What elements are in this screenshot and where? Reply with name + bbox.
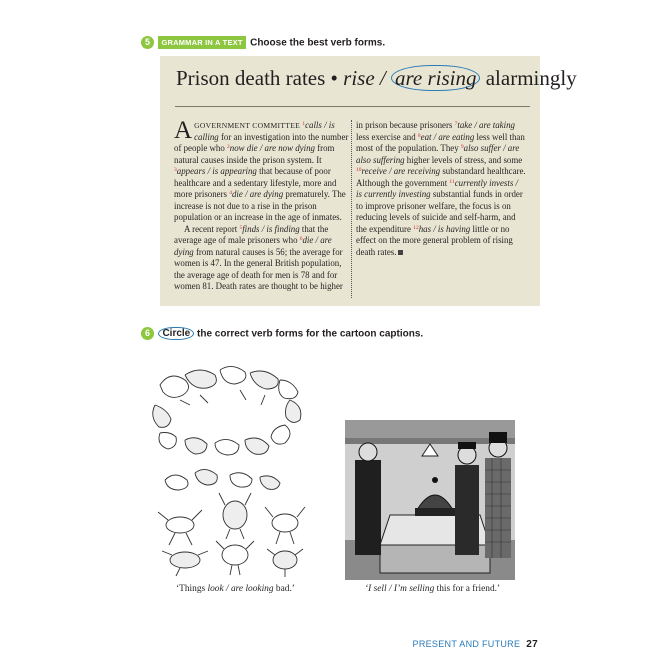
article-word: for <box>326 269 338 280</box>
article-word: the <box>233 258 247 268</box>
instruction-rest: the correct verb forms for the cartoon captions. <box>194 328 424 340</box>
article-word: and <box>449 212 465 222</box>
gap-number: 8 <box>417 132 421 139</box>
gap-option[interactable]: finds / is finding <box>242 223 300 234</box>
gap-option[interactable]: now die / are now dying <box>229 143 315 153</box>
cartoon-caption-2 <box>365 584 500 594</box>
gap-number: 12 <box>413 224 419 231</box>
article-column-left <box>174 117 349 293</box>
article-word: than <box>509 131 525 142</box>
cartoon-caption-1 <box>176 584 295 594</box>
article-word: less <box>476 131 493 142</box>
article-word: exercise <box>371 131 403 142</box>
page-number: 27 <box>526 639 538 650</box>
article-word: most <box>356 143 376 153</box>
gap-number: 3 <box>174 167 177 173</box>
article-word: levels <box>431 154 455 165</box>
article-word: women <box>174 281 203 291</box>
article-word: is <box>267 246 276 257</box>
article-word: little <box>472 223 491 234</box>
article-word: is <box>292 269 301 280</box>
article-headline <box>176 66 577 91</box>
article-text: prematurely. The increase is not due to a rise in the prison population or an increase in the age of inmates. <box>174 189 346 222</box>
headline-end: alarmingly <box>480 66 577 90</box>
article-word: on <box>378 235 390 245</box>
article-word: prisoner <box>396 200 429 211</box>
article-word: for <box>262 269 276 280</box>
article-text: from natural causes inside the prison system. It <box>174 143 335 165</box>
gap-number: 5 <box>239 224 243 231</box>
article-word: from <box>195 246 216 257</box>
caption-option[interactable]: look / are looking <box>207 584 274 594</box>
article-word: Death <box>215 281 240 291</box>
article-word: is <box>202 258 211 268</box>
gap-option[interactable]: receive / are receiving <box>361 166 441 176</box>
article-word: death <box>356 246 378 257</box>
article-word: of <box>412 212 422 222</box>
gap-option[interactable]: appears / is appearing <box>176 166 257 176</box>
exercise-tag: GRAMMAR IN A TEXT <box>158 36 245 49</box>
article-word: of <box>454 154 465 165</box>
exercise-5-header <box>141 34 385 52</box>
article-word: average <box>302 246 333 257</box>
article-word: government <box>404 177 448 188</box>
gap-number: 4 <box>229 190 232 196</box>
exercise-6-header <box>141 325 423 343</box>
article-word: prison <box>365 120 390 130</box>
page-footer <box>413 639 538 650</box>
caption-text: bad.’ <box>273 584 295 594</box>
article-word: of <box>375 143 386 153</box>
article-word: more <box>402 235 423 245</box>
article-word: women <box>174 258 203 268</box>
article-word: higher <box>406 154 432 165</box>
article-word: or <box>490 223 501 234</box>
article-word: rates. <box>377 246 397 257</box>
caption-option[interactable]: ‘I sell / I’m selling <box>365 584 435 594</box>
article-word: are <box>258 281 272 291</box>
article-word: thought <box>271 281 301 291</box>
article-word: male <box>227 235 248 245</box>
gap-number: 6 <box>299 236 303 242</box>
article-text: that because of poor healthcare and a sedentary lifestyle, more and more prisoners <box>174 166 337 199</box>
article-word: substantial <box>432 189 474 199</box>
caption-text: this for a friend.’ <box>434 584 501 594</box>
gap-option[interactable]: eat / are eating <box>420 131 475 142</box>
article-word: funds <box>473 189 495 199</box>
article-word: Although <box>356 177 392 188</box>
gap-option[interactable]: calls / is calling <box>194 120 335 142</box>
article-word: be <box>309 281 321 291</box>
article-word: rising <box>492 235 513 245</box>
instruction-circled-word: Circle <box>158 327 194 340</box>
article-word: average <box>187 269 217 280</box>
article-word: suicide <box>421 212 450 222</box>
article-word: to <box>300 281 310 291</box>
article-word: population, <box>301 258 342 268</box>
article-word: higher <box>320 281 343 291</box>
article-word: expenditure <box>369 223 411 234</box>
article-word: causes <box>242 246 268 257</box>
headline-option-rise[interactable]: rise <box>343 66 375 90</box>
article-paragraph <box>174 224 349 293</box>
gap-option[interactable]: die / are dying <box>174 235 332 257</box>
gap-number: 10 <box>356 167 362 173</box>
exercise-number: 6 <box>141 327 154 340</box>
article-word: focus <box>472 200 494 211</box>
article-word: of <box>218 235 228 245</box>
article-word: welfare, <box>428 200 460 211</box>
article-text: for an investigation into the number of people who <box>174 131 349 153</box>
article-word: and <box>488 154 504 165</box>
cartoon-birds-illustration <box>140 355 325 580</box>
article-word: in <box>494 189 505 199</box>
article-word: problem <box>451 235 484 245</box>
article-word: improve <box>365 200 397 211</box>
gap-option[interactable]: currently invests / is currently investing <box>356 177 518 199</box>
article-word: of <box>483 235 493 245</box>
article-word: because <box>389 120 420 130</box>
article-word: the <box>389 235 403 245</box>
article-word: death <box>241 269 263 280</box>
article-word: for <box>332 246 343 257</box>
article-word: and <box>311 269 327 280</box>
exercise-instruction: Choose the best verb forms. <box>250 37 386 49</box>
article-word: the <box>356 223 370 234</box>
exercise-instruction <box>158 327 423 340</box>
article-word: men <box>275 269 293 280</box>
gap-number: 9 <box>460 144 464 150</box>
article-word: some <box>503 154 523 165</box>
headline-option-are-rising[interactable]: are rising <box>391 65 480 91</box>
column-divider <box>351 120 352 298</box>
article-word: rates <box>239 281 259 291</box>
gap-number: 7 <box>454 121 458 127</box>
article-word: the <box>317 223 329 234</box>
article-word: and <box>502 212 516 222</box>
article-word: general <box>422 235 452 245</box>
cartoon-jewel-display-illustration <box>345 420 515 580</box>
headline-separator: / <box>374 66 391 90</box>
article-word: the <box>391 177 405 188</box>
article-word: substandard <box>442 166 487 176</box>
article-word: self-harm, <box>464 212 503 222</box>
gap-option[interactable]: also suffer / are also suffering <box>356 143 520 165</box>
article-word: and <box>402 131 416 142</box>
article-word: natural <box>215 246 243 257</box>
article-word: prisoners <box>419 120 453 130</box>
article-word: to <box>356 200 366 211</box>
article-word: the <box>289 246 303 257</box>
article-text <box>184 224 237 234</box>
article-word: less <box>356 131 372 142</box>
end-mark-icon <box>398 250 403 255</box>
article-word: healthcare. <box>486 166 526 176</box>
article-word: who <box>282 235 298 245</box>
article-paragraph <box>356 120 526 258</box>
caption-text: ‘Things <box>176 584 208 594</box>
article-word: general <box>246 258 275 268</box>
article-word: 47. <box>210 258 224 268</box>
article-word: age <box>216 269 232 280</box>
article-word: stress, <box>464 154 489 165</box>
article-word: levels <box>389 212 413 222</box>
article-column-right <box>356 120 526 258</box>
gap-option[interactable]: has / is having <box>418 223 471 234</box>
article-word: They <box>440 143 459 153</box>
article-word: 56; <box>275 246 290 257</box>
gap-option[interactable]: take / are taking <box>457 120 515 130</box>
lead-caps: GOVERNMENT COMMITTEE <box>194 121 301 130</box>
article-word: the <box>459 200 473 211</box>
article-word: the <box>385 143 399 153</box>
article-word: In <box>223 258 234 268</box>
article-box <box>160 56 577 306</box>
gap-number: 2 <box>227 144 230 150</box>
article-word: reducing <box>356 212 390 222</box>
article-word: British <box>274 258 302 268</box>
article-word: average <box>174 235 204 245</box>
article-text <box>174 247 343 292</box>
article-word: of <box>231 269 242 280</box>
article-word: report <box>216 223 238 234</box>
footer-section: PRESENT AND FUTURE <box>412 639 521 649</box>
article-word: in <box>356 120 366 130</box>
exercise-number: 5 <box>141 36 154 49</box>
article-word: effect <box>356 235 379 245</box>
headline-rule <box>175 106 530 107</box>
article-word: recent <box>192 223 217 234</box>
article-paragraph <box>174 117 349 224</box>
article-word: well <box>492 131 510 142</box>
article-word: prisoners <box>247 235 283 245</box>
article-word: 78 <box>300 269 312 280</box>
article-word: age <box>203 235 219 245</box>
article-word: A <box>184 223 193 234</box>
article-word: no <box>500 223 510 234</box>
gap-option[interactable]: die / are dying <box>231 189 284 199</box>
article-word: is <box>493 200 502 211</box>
article-word: 81. <box>202 281 216 291</box>
article-word: that <box>301 223 318 234</box>
drop-cap: A <box>174 117 193 144</box>
article-word: on <box>501 200 511 211</box>
headline-text: Prison death rates • <box>176 66 344 90</box>
article-word: order <box>504 189 523 199</box>
gap-number: 11 <box>449 178 455 185</box>
article-word: the <box>174 269 188 280</box>
gap-number: 1 <box>302 121 306 127</box>
article-word: population. <box>398 143 441 153</box>
